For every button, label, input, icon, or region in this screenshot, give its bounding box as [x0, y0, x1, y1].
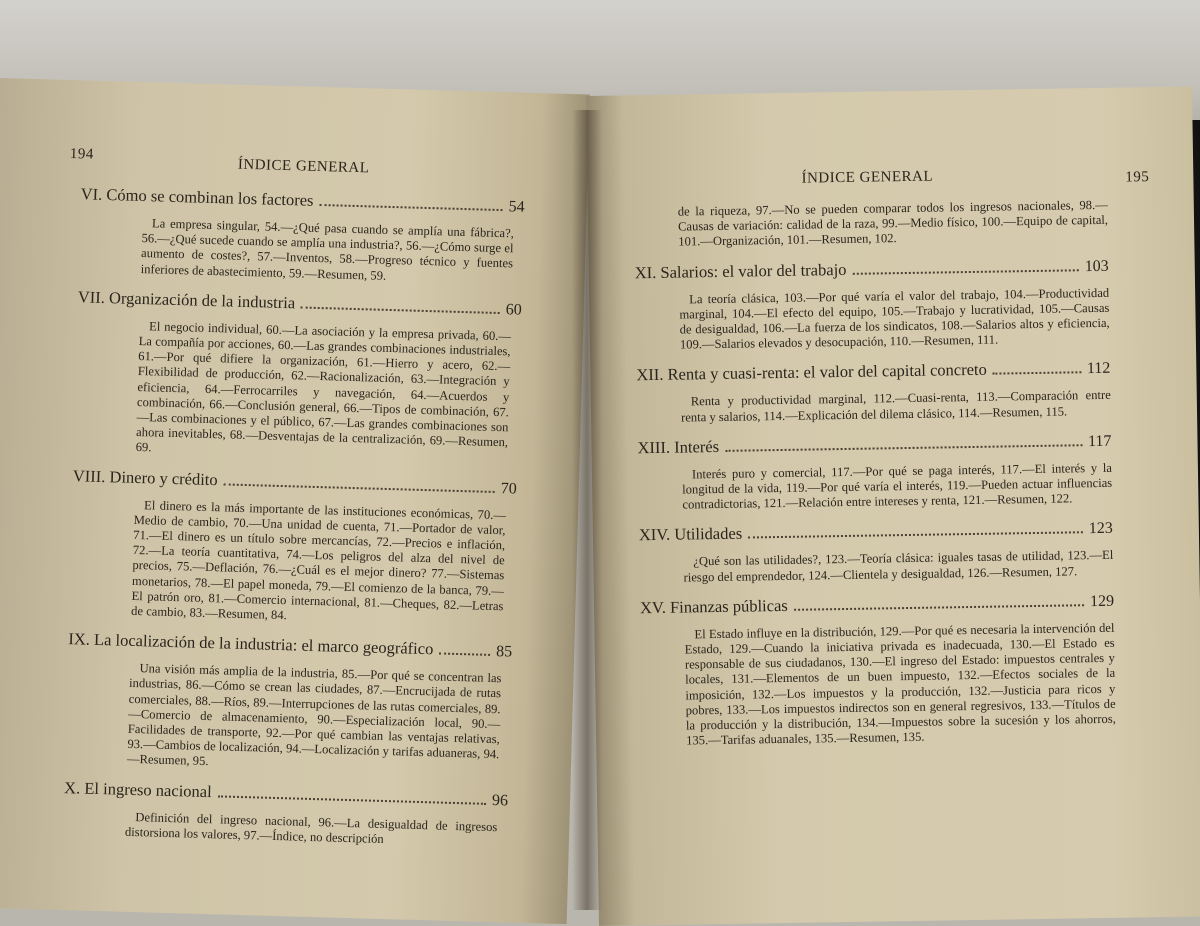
toc-entry [633, 518, 1114, 586]
chapter-page: 103 [1084, 257, 1109, 275]
leader-dots [794, 594, 1084, 611]
toc-entry-heading [68, 629, 512, 661]
chapter-page: 117 [1087, 432, 1112, 450]
toc-entry [63, 778, 509, 851]
toc-entry-heading [634, 591, 1114, 619]
chapter-title: VI. Cómo se combinan los factores [80, 184, 314, 210]
chapter-page: 123 [1088, 520, 1113, 538]
left-page [0, 78, 590, 924]
chapter-summary: El Estado influye en la distribución, 129.—Por qué es necesaria la intervención del Estado, 129.—Cuando la iniciativa privada es inadecuada, 130.—El Estado es responsable de sus ciudadanos, 130.—El ingreso del Estado: impuestos centrales y locales, 131.—Elementos de un buen impuesto, 132.—Efectos sociales de la imposición, 132.—Los impuestos y la producción, 132.—Justicia para ricos y pobres, 133.—Los impuestos indirectos son en general regresivos, 133.—Títulos de la producción y la distribución, 134.—Impuestos sobre la sucesión y los ahorros, 135.—Tarifas aduanales, 135.—Resumen, 135. [684, 620, 1116, 748]
chapter-title: XIII. Interés [637, 436, 720, 458]
chapter-title: IX. La localización de la industria: el marco geográfico [68, 629, 434, 659]
toc-entry [79, 184, 525, 287]
leader-dots [218, 785, 487, 804]
chapter-title: XIV. Utilidades [638, 524, 743, 545]
chapter-summary: ¿Qué son las utilidades?, 123.—Teoría clásica: iguales tasas de utilidad, 123.—El riesgo del emprendedor, 124.—Clientela y desigualdad, 126.—Resumen, 127. [683, 548, 1114, 585]
leader-dots [301, 296, 500, 314]
toc-entry-heading [630, 358, 1110, 386]
chapter-title: X. El ingreso nacional [63, 777, 212, 801]
chapter-title: XII. Renta y cuasi-renta: el valor del capital concreto [636, 360, 987, 385]
book-gutter [572, 110, 602, 910]
chapter-summary: Definición del ingreso nacional, 96.—La desigualdad de ingresos distorsiona los valores, 97.—Índice, no descripción [124, 809, 498, 846]
chapter-page: 112 [1086, 360, 1111, 378]
toc-entry [629, 255, 1110, 353]
chapter-page: 96 [491, 791, 509, 810]
leader-dots [993, 362, 1081, 375]
left-page-title: ÍNDICE GENERAL [237, 156, 370, 177]
continued-summary: de la riqueza, 97.—No se pueden comparar todos los ingresos nacionales, 98.—Causas de variación: calidad de la raza, 99.—Medio físico, 100.—Equipo de capital, 101.—Organización, 101.—Resumen, 102. [677, 197, 1109, 249]
chapter-summary: Renta y productividad marginal, 112.—Cuasi-renta, 113.—Comparación entre renta y salarios, 114.—Explicación del dilema clásico, 114.—Resumen, 115. [680, 388, 1111, 425]
chapter-title: XV. Finanzas públicas [639, 595, 788, 618]
chapter-summary: La teoría clásica, 103.—Por qué varía el valor del trabajo, 104.—Productividad marginal, 104.—El efecto del equipo, 105.—Trabajo y lucratividad, 105.—Causas de desigualdad, 106.—La fuerza de los sindicatos, 108.—Salarios altos y eficiencia, 109.—Salarios elevados y desocupación, 110.—Resumen, 111. [679, 285, 1110, 352]
leader-dots [725, 434, 1082, 452]
chapter-summary: Interés puro y comercial, 117.—Por qué se paga interés, 117.—El interés y la longitud de la vida, 119.—Por qué varía el interés, 119.—Pueden actuar influencias contradictorias, 121.—Relación entre intereses y renta, 121.—Resumen, 122. [682, 460, 1113, 512]
chapter-page: 129 [1089, 592, 1115, 610]
toc-entry-heading [78, 287, 522, 319]
chapter-summary: La empresa singular, 54.—¿Qué pasa cuando se amplía una fábrica?, 56.—¿Qué sucede cuando se amplía una industria?, 56.—¿Cómo surge el aumento de costes?, 57.—Inventos, 58.—Progreso técnico y fuentes inferiores de abastecimiento, 59.—Resumen, 59. [140, 216, 515, 283]
toc-entry-heading [631, 431, 1111, 459]
chapter-title: VIII. Dinero y crédito [72, 465, 218, 489]
right-page-title: ÍNDICE GENERAL [801, 168, 934, 187]
chapter-page: 85 [495, 643, 513, 661]
toc-entry [631, 431, 1112, 514]
leader-dots [852, 259, 1078, 275]
chapter-page: 70 [500, 479, 517, 498]
chapter-summary: El negocio individual, 60.—La asociación y la empresa privada, 60.—La compañía por acciones, 60.—Las grandes combinaciones industriales, 61.—Por qué difiere la organización, 61.—Hierro y acero, 62.—Flexibilidad de producción, 62.—Racionalización, 63.—Integración y eficiencia, 64.—Ferrocarriles y navegación, 64.—Acuerdos y combinación, 66.—Conclusión general, 66.—Tipos de combinación, 67.—Las combinaciones y el público, 67.—Las grandes combinaciones son ahora inevitables, 68.—Desventajas de la centralización, 69.—Resumen, 69. [135, 319, 512, 455]
toc-entry [65, 629, 513, 778]
toc-entry-heading [81, 184, 525, 216]
right-page-number: 195 [1125, 169, 1150, 186]
toc-entry-heading [629, 255, 1109, 283]
toc-entry-heading [633, 518, 1113, 546]
toc-entry [74, 287, 522, 466]
leader-dots [439, 643, 490, 656]
right-page-header [627, 168, 1150, 202]
toc-entry-heading [73, 466, 517, 498]
chapter-summary: El dinero es la más importante de las instituciones económicas, 70.—Medio de cambio, 70.—Una unidad de cuenta, 71.—Portador de valor, 71.—El dinero es un título sobre mercancías, 72.—Precios e inflación, 72.—La teoría cuantitativa, 74.—Los peligros del alza del nivel de precios, 75.—Deflación, 76.—¿Cuál es el mejor dinero? 77.—Sistemas monetarios, 78.—El papel moneda, 79.—El comienzo de la banca, 79.—El patrón oro, 81.—Comercio internacional, 81.—Cheques, 82.—Letras de cambio, 83.—Resumen, 84. [130, 497, 507, 623]
right-page [586, 86, 1200, 925]
left-page-header [69, 145, 526, 184]
leader-dots [748, 522, 1083, 539]
left-page-number: 194 [69, 145, 95, 163]
toc-entry [69, 466, 517, 630]
toc-entry-heading [64, 778, 508, 810]
toc-entry [630, 358, 1111, 426]
chapter-summary: Una visión más amplia de la industria, 85.—Por qué se concentran las industrias, 86.—Cómo se crean las ciudades, 87.—Encrucijada de rutas comerciales, 88.—Ríos, 89.—Interrupciones de las rutas comerciales, 89.—Comercio de almacenamiento, 90.—Especialización local, 90.—Facilidades de transporte, 92.—Por qué cambian las ventajas relativas, 93.—Cambios de localización, 94.—Localización y tarifas aduaneras, 94.—Resumen, 95. [126, 661, 502, 769]
chapter-page: 54 [508, 198, 525, 216]
chapter-title: XI. Salarios: el valor del trabajo [634, 259, 847, 282]
chapter-page: 60 [505, 301, 522, 319]
leader-dots [224, 473, 495, 493]
toc-entry [634, 591, 1116, 750]
leader-dots [319, 194, 502, 211]
chapter-title: VII. Organización de la industria [77, 287, 296, 313]
